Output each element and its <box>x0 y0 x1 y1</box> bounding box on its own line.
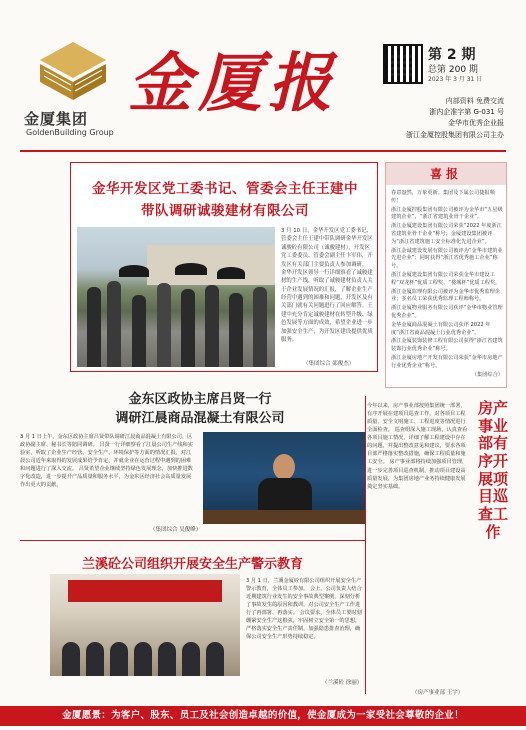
story3-body: 3 月 1 日，兰溪金厦砼有限公司组织开展安全生产警示教育，全体员工参加。 会上，公司负责人结合近期建筑行业发生的安全事故典型案例，深刻分析了事故发生的原因和教训，对公司安全生产工作进行了再部署、再落实。 会议要求，全体员工要时刻绷紧安全生产这根弦，牢固树立安全第一的思想，严格落实安全生产责任制，加强隐患排查治理，确保公司安全生产形势持续稳定。 <box>246 578 362 641</box>
meta-award: 金华市优秀企业报 <box>448 119 504 127</box>
issue-total: 总第 200 期 <box>428 65 478 75</box>
lead-byline: （集团综合 邵俊杰） <box>303 361 355 367</box>
good-news-item: 金华金厦商品混凝土有限公司获评 2022 年度“浙江省商品混凝土行业优秀企业”。 <box>391 321 491 336</box>
logo-name-en: GoldenBuilding Group <box>26 128 114 137</box>
story2-byline: （集团综合 吴俊峰） <box>150 527 202 533</box>
meta-publisher: 浙江金厦控股集团有限公司主办 <box>406 131 504 139</box>
story3-byline: （兰溪砼 徐丽） <box>322 680 363 686</box>
logo-name-cn: 金厦集团 <box>24 110 89 128</box>
group-logo <box>20 40 130 150</box>
meta-license: 浙内企准字第 G-031 号 <box>429 108 504 116</box>
story3-title: 兰溪砼公司组织开展安全生产警示教育 <box>81 557 303 572</box>
qr-code-icon <box>383 44 423 84</box>
good-news-item: 浙江金厦装饰装修工程有限公司获得“浙江省建筑装饰行业优秀企业”称号。 <box>391 338 503 353</box>
good-news-header: 喜报 <box>386 163 506 185</box>
lead-story <box>70 162 378 372</box>
good-news-item: 浙江金厦监理有限公司被评为金华市优秀监理企业；多名员工荣获优秀监理工程师称号。 <box>391 288 500 303</box>
story2-body: 3 月 1 日上午，金东区政协主席吕贤带队调研江晨商品混凝土有限公司，区政协副主席、秘书长等陪同调研。 吕贤一行详细察看了江晨公司生产线和实验室，听取了企业生产经营、安全生产、环境保护等方面的情况汇报，对江晨公司近年来取得的发展成果给予肯定，并就企业在运营过程中遇到的困难和问题进行了深入交流。 吕贤希望企业继续坚持绿色发展理念，加快推进数字化改造，进一步提升产品质量和服务水平，为金东区经济社会高质量发展作出更大的贡献。 <box>20 434 193 489</box>
good-news-item: 浙江金厦建设集团有限公司荣获“2022 年度浙江省建筑业骨干企业”称号；金厦建设集团被评为“浙江省建筑施工安全标准化先进企业”。 <box>391 223 502 245</box>
good-news-item: 浙江金厦建设集团有限公司荣获金华市建设工程“双龙杯”优质工程奖、“婺城杯”优质工程奖。 <box>391 271 501 286</box>
good-news-body <box>391 190 503 380</box>
good-news-item: 浙江金厦房地产开发有限公司荣获“金华市房地产行业优秀企业”称号。 <box>391 354 503 369</box>
good-news-item: 浙江金厦物业服务有限公司获评“金华市物业管理优秀企业”。 <box>391 305 503 319</box>
good-news-item: 浙江金诚建设发展有限公司被评为“金华市建筑业先进企业”；同时获得“浙江省优秀施工企业”称号。 <box>391 247 503 270</box>
issue-number: 第 2 期 <box>428 47 476 63</box>
masthead-divider <box>20 150 506 152</box>
newspaper-title: 金厦报 <box>128 46 338 121</box>
story4-byline: （房产事业部 王宇） <box>412 690 464 696</box>
story4-body: 今年以来，房产事业部按照集团统一部署，有序开展在建项目巡查工作，对各项目工程质量、安全文明施工、工程进度等情况进行全面检查。 巡查组深入施工现场，认真查看各项目施工情况，详细了解工程建设中存在的问题，并提出整改意见和建议，要求各项目部严格落实整改措施，确保工程质量和施工安全。 房产事业部将持续加强项目管理，进一步完善项目巡查机制，推动项目建设高质量发展，为集团房地产业务持续健康发展奠定坚实基础。 <box>367 403 468 490</box>
story-divider <box>20 540 365 541</box>
good-news-item: 浙江金厦控股集团有限公司被评为金华市“五星级建筑企业”、“浙江省建筑业骨干企业”。 <box>391 206 503 221</box>
good-news-byline: （集团综合） <box>471 371 503 378</box>
footer-vision-banner: 金厦愿景：为客户、股东、员工及社会创造卓越的价值，使金厦成为一家受社会尊敬的企业！ <box>0 706 526 726</box>
lead-body: 3 月 10 日，金华开发区党工委书记、管委会主任王建中带队调研金华开发区诚骏砼有限公司（诚骏建材），开发区党工委委员、管委会副主任卞军伟，开发区有关部门主要负责人参加调研。 金华开发区领导一行详细察看了诚骏建材的生产线，听取了诚骏建材负责人关于企业发展情况的汇报，了解企业生产经营中遇到的困难和问题，开发区及有关部门就有关问题进行了回应解答。王建中充分肯定诚骏建材在转型升级、绿色发展等方面的成效，希望企业进一步加强安全生产，为开发区建设提供优质服务。 <box>281 228 373 343</box>
column-divider <box>365 396 366 694</box>
lead-photo <box>77 227 275 367</box>
story3-photo <box>50 574 240 676</box>
story2-title-line2: 调研江晨商品混凝土有限公司 <box>115 411 285 426</box>
issue-date: 2023 年 3 月 31 日 <box>428 76 483 83</box>
lead-title-line1: 金华开发区党工委书记、管委会主任王建中 <box>92 181 358 197</box>
good-news-item: 春意盎然，万象更新。集团及下属公司捷报频传！ <box>391 190 495 204</box>
golden-building-logo-icon <box>38 40 108 102</box>
good-news-box <box>385 162 507 388</box>
meta-free-exchange: 内部资料 免费交流 <box>445 97 504 105</box>
story2-photo <box>203 432 365 524</box>
story2-title-line1: 金东区政协主席吕贤一行 <box>128 392 272 407</box>
story4-vertical-title: 房产事业部有序开展项目巡查工作 <box>478 399 509 541</box>
lead-title-line2: 带队调研诚骏建材有限公司 <box>141 203 309 219</box>
